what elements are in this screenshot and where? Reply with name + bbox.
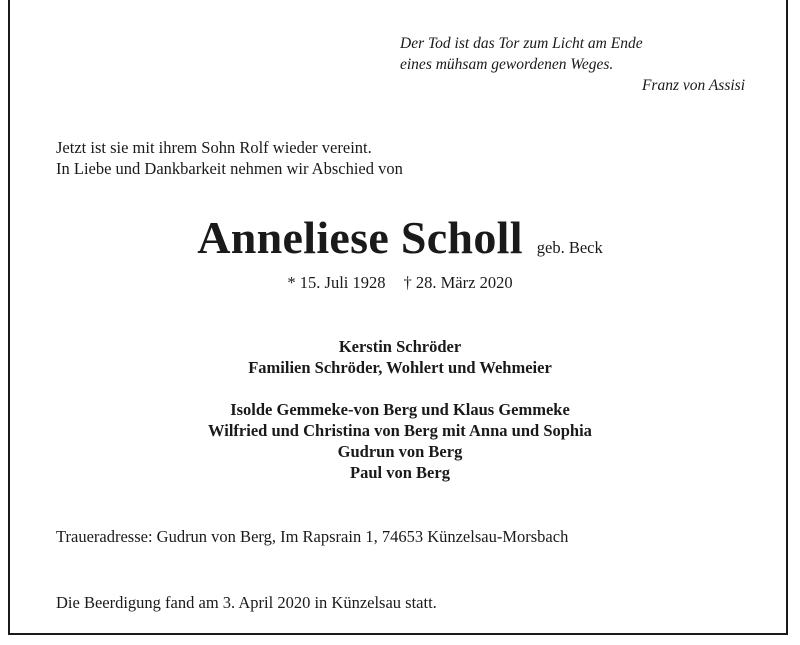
intro-line: Jetzt ist sie mit ihrem Sohn Rolf wieder vereint. <box>56 138 372 157</box>
life-dates <box>0 272 800 293</box>
quote-author: Franz von Assisi <box>641 77 745 94</box>
mourner-line: Kerstin Schröder <box>338 337 462 356</box>
intro-text <box>56 137 403 179</box>
maiden-name: geb. Beck <box>536 238 603 257</box>
mourner-line: Paul von Berg <box>350 463 450 482</box>
intro-line: In Liebe und Dankbarkeit nehmen wir Abschied von <box>56 159 403 178</box>
mourning-address: Traueradresse: Gudrun von Berg, Im Rapsrain 1, 74653 Künzelsau-Morsbach <box>56 527 569 546</box>
mourner-line: Gudrun von Berg <box>337 442 463 461</box>
quote-line: Der Tod ist das Tor zum Licht am Ende <box>400 35 643 52</box>
mourner-line: Wilfried und Christina von Berg mit Anna und Sophia <box>208 421 592 440</box>
epigraph-quote <box>400 33 745 96</box>
deceased-name: Anneliese Scholl <box>197 212 523 263</box>
birth-date: * 15. Juli 1928 <box>287 273 386 292</box>
mourners-group-primary <box>0 336 800 378</box>
mourners-group-secondary <box>0 399 800 483</box>
mourner-line: Familien Schröder, Wohlert und Wehmeier <box>248 358 552 377</box>
funeral-notice: Die Beerdigung fand am 3. April 2020 in Künzelsau statt. <box>56 593 437 612</box>
quote-line: eines mühsam gewordenen Weges. <box>400 56 614 73</box>
deceased-name-row <box>0 208 800 268</box>
mourner-line: Isolde Gemmeke-von Berg und Klaus Gemmeke <box>230 400 570 419</box>
death-date: † 28. März 2020 <box>403 273 513 292</box>
